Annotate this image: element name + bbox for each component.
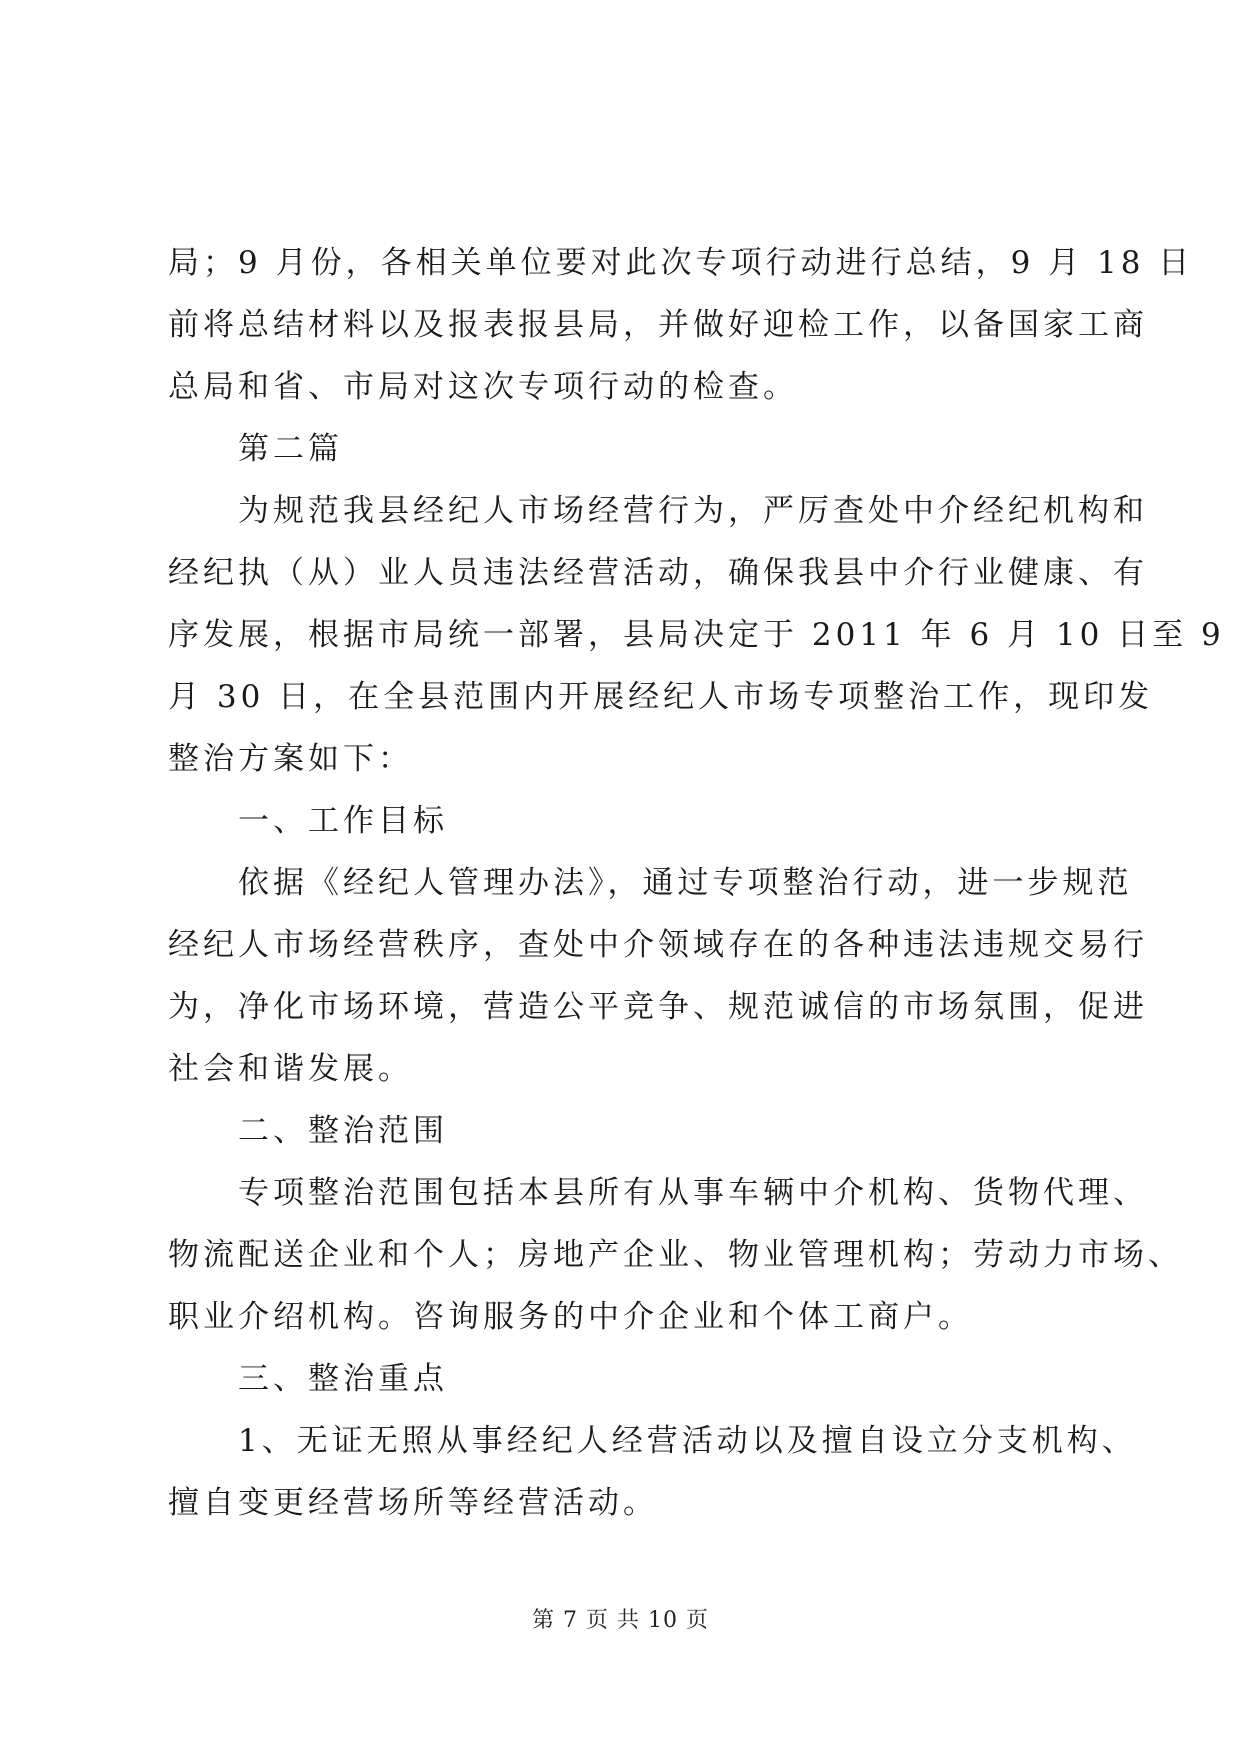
- text-line: 前将总结材料以及报表报县局，并做好迎检工作，以备国家工商: [168, 307, 1148, 343]
- text-line: 为规范我县经纪人市场经营行为，严厉查处中介经纪机构和: [238, 493, 1148, 529]
- text-line: 为，净化市场环境，营造公平竞争、规范诚信的市场氛围，促进: [168, 989, 1148, 1025]
- text-line: 擅自变更经营场所等经营活动。: [168, 1485, 658, 1521]
- text-line: 专项整治范围包括本县所有从事车辆中介机构、货物代理、: [238, 1175, 1148, 1211]
- text-line: 月 30 日，在全县范围内开展经纪人市场专项整治工作，现印发: [168, 679, 1154, 715]
- section-heading: 三、整治重点: [238, 1361, 448, 1397]
- document-body: [168, 232, 1225, 1534]
- text-line: 物流配送企业和个人；房地产企业、物业管理机构；劳动力市场、: [168, 1237, 1183, 1273]
- text-line: 序发展，根据市局统一部署，县局决定于 2011 年 6 月 10 日至 9: [168, 617, 1225, 653]
- text-line: 社会和谐发展。: [168, 1051, 413, 1087]
- text-line: 整治方案如下：: [168, 741, 413, 777]
- section-heading: 二、整治范围: [238, 1113, 448, 1149]
- text-line: 经纪人市场经营秩序，查处中介领域存在的各种违法违规交易行: [168, 927, 1148, 963]
- text-line: 1、无证无照从事经纪人经营活动以及擅自设立分支机构、: [238, 1423, 1137, 1459]
- section-heading: 一、工作目标: [238, 803, 448, 839]
- text-line: 职业介绍机构。咨询服务的中介企业和个体工商户。: [168, 1299, 973, 1335]
- text-line: 依据《经纪人管理办法》，通过专项整治行动，进一步规范: [238, 865, 1133, 901]
- page-number-footer: 第 7 页 共 10 页: [532, 1608, 709, 1633]
- text-line: 经纪执（从）业人员违法经营活动，确保我县中介行业健康、有: [168, 555, 1148, 591]
- section-heading: 第二篇: [238, 431, 343, 467]
- text-line: 总局和省、市局对这次专项行动的检查。: [168, 369, 798, 405]
- text-line: 局；9 月份，各相关单位要对此次专项行动进行总结，9 月 18 日: [168, 245, 1194, 281]
